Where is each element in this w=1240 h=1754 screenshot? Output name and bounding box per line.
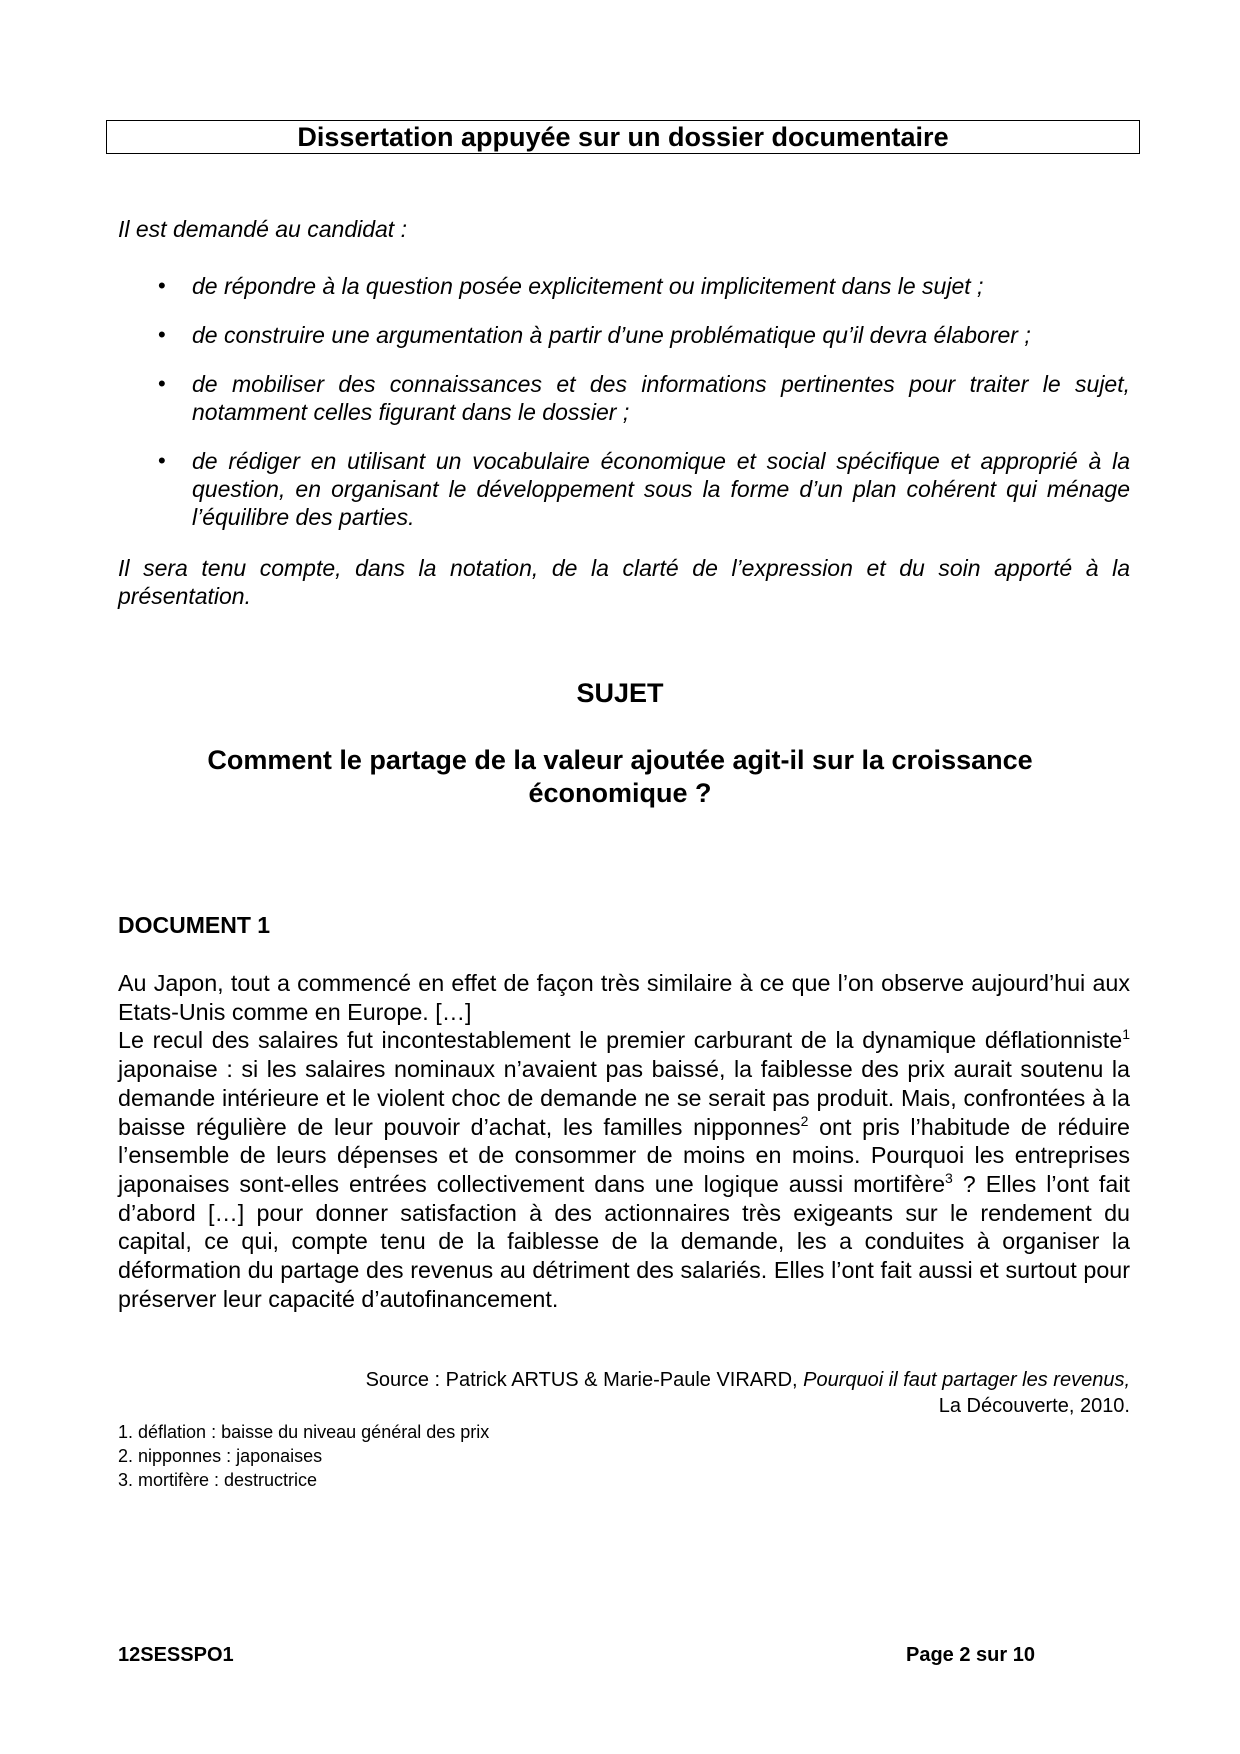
instructions-outro: Il sera tenu compte, dans la notation, de la clarté de l’expression et du soin apporté à la présentation. xyxy=(118,555,1130,609)
source-line1 xyxy=(118,1367,1130,1393)
bullet-icon: • xyxy=(158,322,166,347)
instructions-intro: Il est demandé au candidat : xyxy=(118,216,407,242)
document-paragraph-1: Au Japon, tout a commencé en effet de façon très similaire à ce que l’on observe aujourd’hui aux Etats-Unis comme en Europe. […] xyxy=(118,970,1130,1025)
text-run: Le recul des salaires fut incontestablement le premier carburant de la dynamique déflationniste xyxy=(118,1027,1123,1054)
footer-code: 12SESSPO1 xyxy=(118,1644,234,1666)
text-run: ont pris l’habitude de réduire l’ensemble de leurs dépenses et de consommer de moins en moins. Pourquoi les entreprises japonaises sont-elles entrées collectivement dans une logique aussi mortifère xyxy=(118,1113,1130,1197)
sujet-label: SUJET xyxy=(576,678,664,708)
list-item-text: de construire une argumentation à partir d’une problématique qu’il devra élaborer ; xyxy=(192,322,1031,348)
footnote-ref: 1 xyxy=(1122,1026,1130,1043)
section-title: Dissertation appuyée sur un dossier documentaire xyxy=(297,122,949,152)
section-title-box xyxy=(106,120,1140,154)
sujet-question-line1: Comment le partage de la valeur ajoutée agit-il sur la croissance xyxy=(207,745,1033,775)
footnote: 1. déflation : baisse du niveau général des prix xyxy=(118,1422,490,1442)
document-body xyxy=(118,969,1130,1313)
footnote-ref: 3 xyxy=(945,1169,953,1186)
footnote-ref: 2 xyxy=(800,1112,809,1129)
document-paragraph-2 xyxy=(118,1026,1130,1313)
text-run: ? Elles l’ont fait d’abord […] pour donner satisfaction à des actionnaires très exigeants sur le rendement du capital, ce qui, compte tenu de la faiblesse de la demande, les a conduites à organiser la déformation du partage des revenus au détriment des salariés. Elles l’ont fait aussi et surtout pour préserver leur capacité d’autofinancement. xyxy=(118,1170,1130,1312)
list-item-text: de répondre à la question posée explicitement ou implicitement dans le sujet ; xyxy=(192,273,984,299)
source-author: Source : Patrick ARTUS & Marie-Paule VIRARD, xyxy=(365,1369,804,1391)
bullet-icon: • xyxy=(158,273,166,298)
bullet-icon: • xyxy=(158,371,166,396)
list-item-text: de rédiger en utilisant un vocabulaire économique et social spécifique et approprié à la question, en organisant le développement sous la forme d’un plan cohérent qui ménage l’équilibre des parties. xyxy=(192,448,1130,530)
sujet-question-line2: économique ? xyxy=(528,778,712,808)
document-heading: DOCUMENT 1 xyxy=(118,912,271,938)
source-book-title: Pourquoi il faut partager les revenus, xyxy=(803,1369,1130,1391)
footer-page-number: Page 2 sur 10 xyxy=(906,1644,1035,1666)
source-publisher: La Découverte, 2010. xyxy=(938,1395,1130,1417)
footnote: 2. nipponnes : japonaises xyxy=(118,1446,323,1466)
text-run: japonaise : si les salaires nominaux n’avaient pas baissé, la faiblesse des prix aurait soutenu la demande intérieure et le violent choc de demande ne se serait pas produit. Mais, confrontées à la baisse régulière de leur pouvoir d’achat, les familles nipponnes xyxy=(118,1056,1130,1140)
sujet-question xyxy=(140,744,1100,810)
document-source xyxy=(118,1367,1130,1419)
footnotes xyxy=(118,1420,489,1492)
list-item-text: de mobiliser des connaissances et des informations pertinentes pour traiter le sujet, notamment celles figurant dans le dossier ; xyxy=(192,371,1130,425)
bullet-icon: • xyxy=(158,448,166,473)
footnote: 3. mortifère : destructrice xyxy=(118,1470,318,1490)
